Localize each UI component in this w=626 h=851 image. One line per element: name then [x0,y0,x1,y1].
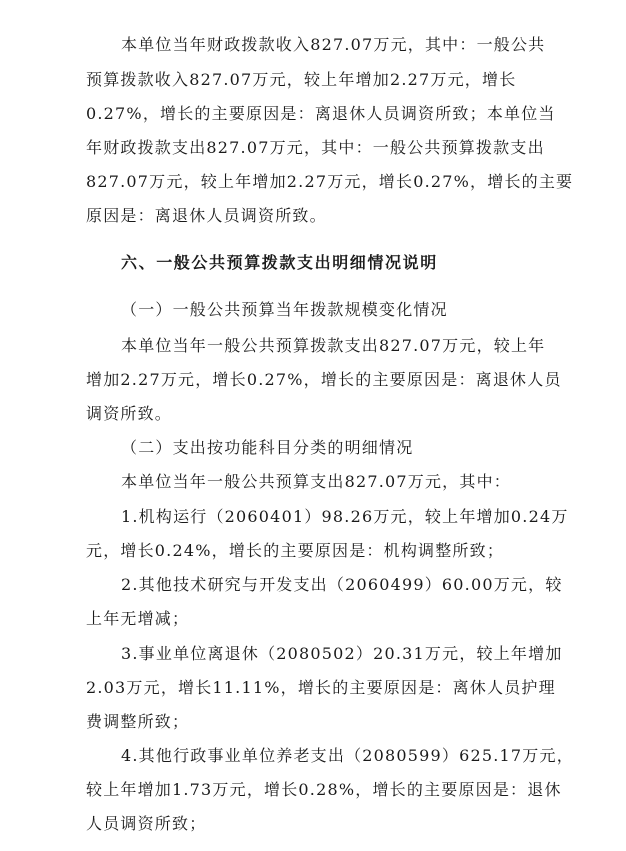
list-item-2-line-1: 2.其他技术研究与开发支出（2060499）60.00万元，较 [121,575,563,594]
list-item-1-line-2: 元，增长0.24%，增长的主要原因是：机构调整所致； [86,541,505,560]
section-heading: 六、一般公共预算拨款支出明细情况说明 [121,253,438,272]
paragraph-1-line-1: 本单位当年财政拨款收入827.07万元，其中：一般公共 [121,35,546,54]
paragraph-2-line-2: 增加2.27万元，增长0.27%，增长的主要原因是：离退休人员 [86,370,562,389]
paragraph-1-line-6: 原因是：离退休人员调资所致。 [86,206,327,225]
paragraph-1-line-3: 0.27%，增长的主要原因是：离退休人员调资所致；本单位当 [86,104,556,123]
list-item-2-line-2: 上年无增减； [86,609,190,628]
subsection-1-title: （一）一般公共预算当年拨款规模变化情况 [121,300,448,319]
paragraph-3: 本单位当年一般公共预算支出827.07万元，其中： [121,472,511,491]
list-item-4-line-3: 人员调资所致； [86,814,207,833]
paragraph-2-line-1: 本单位当年一般公共预算拨款支出827.07万元，较上年 [121,336,546,355]
list-item-4-line-2: 较上年增加1.73万元，增长0.28%，增长的主要原因是：退休 [86,780,562,799]
list-item-4-line-1: 4.其他行政事业单位养老支出（2080599）625.17万元， [121,746,574,765]
paragraph-1-line-4: 年财政拨款支出827.07万元，其中：一般公共预算拨款支出 [86,138,545,157]
list-item-3-line-1: 3.事业单位离退休（2080502）20.31万元，较上年增加 [121,644,563,663]
list-item-3-line-3: 费调整所致； [86,712,190,731]
paragraph-1-line-2: 预算拨款收入827.07万元，较上年增加2.27万元，增长 [86,70,517,89]
list-item-3-line-2: 2.03万元，增长11.11%，增长的主要原因是：离休人员护理 [86,678,556,697]
paragraph-1-line-5: 827.07万元，较上年增加2.27万元，增长0.27%，增长的主要 [86,172,574,191]
paragraph-2-line-3: 调资所致。 [86,404,173,423]
list-item-1-line-1: 1.机构运行（2060401）98.26万元，较上年增加0.24万 [121,507,569,526]
subsection-2-title: （二）支出按功能科目分类的明细情况 [121,438,414,457]
